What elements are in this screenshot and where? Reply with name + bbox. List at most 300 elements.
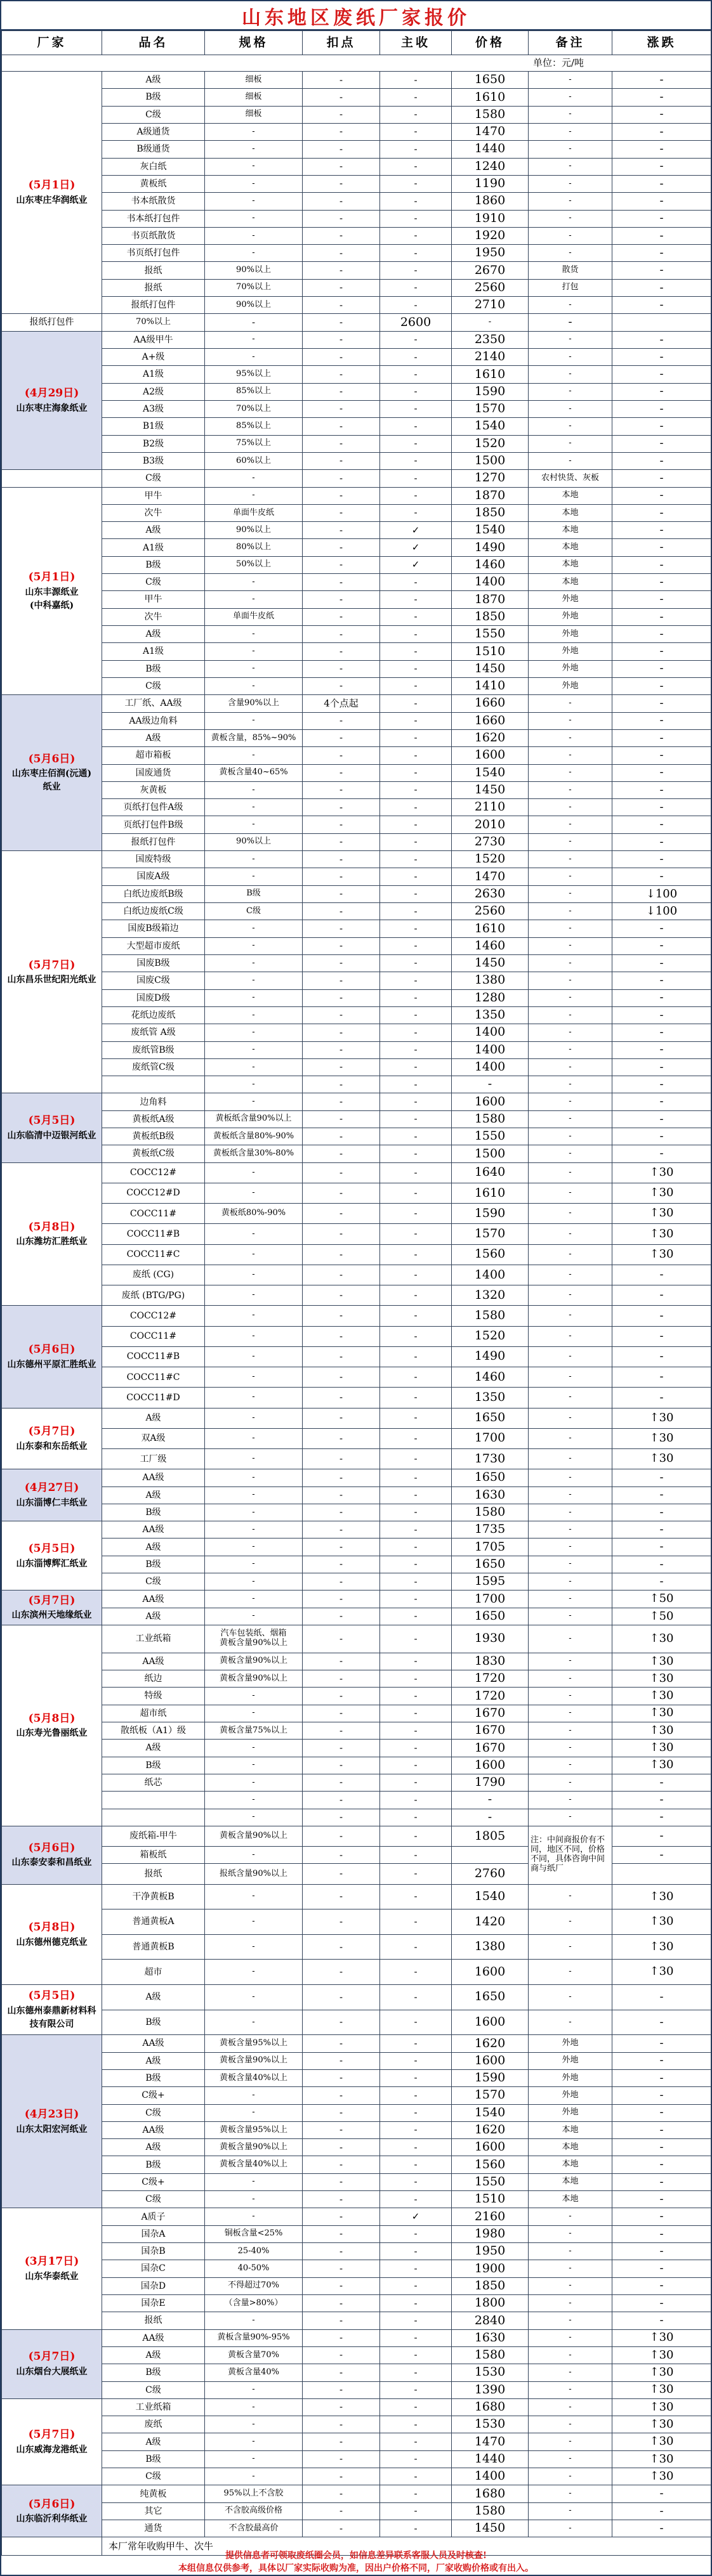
table-row [2, 1909, 711, 1935]
change-cell: - [612, 297, 711, 314]
spec-cell: （含量>80%） [205, 2294, 303, 2312]
deduct-cell: - [303, 1884, 380, 1909]
company-name: 山东临沂利华纸业 [16, 2514, 88, 2525]
spec-cell: 90%以上 [205, 297, 303, 314]
deduct-cell: - [303, 1093, 380, 1110]
table-row [2, 1224, 711, 1244]
product-cell: 废纸箱-甲牛 [102, 1826, 205, 1846]
change-cell: - [612, 1521, 711, 1538]
spec-cell: - [205, 1408, 303, 1428]
change-cell: - [612, 2173, 711, 2190]
change-cell: ↑30 [612, 1653, 711, 1670]
note-cell: - [529, 1556, 612, 1573]
change-cell: - [612, 452, 711, 469]
deduct-cell: - [303, 799, 380, 816]
main-cell: - [380, 2087, 452, 2104]
note-cell: - [529, 1408, 612, 1428]
table-row [2, 2450, 711, 2468]
note-cell: - [529, 2485, 612, 2502]
main-cell: ✓ [380, 556, 452, 573]
company-cell [2, 1826, 102, 1884]
main-cell: - [380, 349, 452, 366]
price-cell: 1350 [452, 1388, 529, 1408]
main-cell: - [380, 937, 452, 954]
change-cell: - [612, 2087, 711, 2104]
table-row [2, 106, 711, 123]
spec-cell: - [205, 1573, 303, 1590]
note-cell: 本地 [529, 2121, 612, 2138]
product-cell: B级 [102, 660, 205, 677]
change-cell: - [612, 1006, 711, 1024]
price-cell: 2010 [452, 816, 529, 833]
main-cell: - [380, 1826, 452, 1846]
deduct-cell: - [303, 2294, 380, 2312]
change-cell: ↑30 [612, 2381, 711, 2398]
spec-cell: 黄板含量95%以上 [205, 2121, 303, 2138]
price-cell: 1520 [452, 1326, 529, 1346]
change-cell: ↓100 [612, 885, 711, 902]
change-cell: - [612, 487, 711, 504]
product-cell: 书本纸散货 [102, 193, 205, 210]
spec-cell: - [205, 643, 303, 660]
price-cell: 1460 [452, 937, 529, 954]
deduct-cell: - [303, 1757, 380, 1774]
change-cell: - [612, 2208, 711, 2225]
company-cell [2, 1985, 102, 2035]
note-cell: - [529, 1740, 612, 1757]
note-cell: - [529, 1265, 612, 1285]
note-cell: - [529, 435, 612, 452]
table-row [2, 1265, 711, 1285]
company-date: (5月6日) [28, 1343, 76, 1356]
change-cell: - [612, 175, 711, 192]
main-cell: - [380, 1448, 452, 1469]
company-date: (4月23日) [24, 2108, 79, 2121]
change-cell: - [612, 1388, 711, 1408]
price-cell: 1570 [452, 1224, 529, 1244]
note-cell: - [529, 1093, 612, 1110]
price-cell: 1530 [452, 2416, 529, 2433]
deduct-cell: - [303, 2121, 380, 2138]
main-cell: - [380, 1705, 452, 1722]
note-cell: - [529, 452, 612, 469]
header-price: 价格 [452, 31, 529, 55]
table-row [2, 1740, 711, 1757]
table-row [2, 1934, 711, 1960]
deduct-cell: - [303, 2381, 380, 2398]
note-cell: 本地 [529, 2173, 612, 2190]
price-cell: 1450 [452, 660, 529, 677]
company-date: (5月6日) [28, 2497, 76, 2511]
table-row [2, 816, 711, 833]
spec-cell: - [205, 2173, 303, 2190]
price-cell: 1610 [452, 1183, 529, 1203]
product-cell: A级通货 [102, 123, 205, 140]
change-cell: - [612, 1041, 711, 1058]
deduct-cell: - [303, 954, 380, 972]
deduct-cell: - [303, 383, 380, 400]
main-cell: - [380, 1722, 452, 1739]
price-cell: 1630 [452, 1486, 529, 1504]
deduct-cell: - [303, 504, 380, 521]
company-name: 纸业 [43, 782, 61, 793]
product-cell: C级 [102, 574, 205, 591]
main-cell: - [380, 1469, 452, 1486]
table-row [2, 1110, 711, 1128]
spec-cell: - [205, 1740, 303, 1757]
main-cell: - [380, 106, 452, 123]
change-cell: - [612, 2485, 711, 2502]
company-name: 山东德州平原汇胜纸业 [7, 1359, 96, 1370]
change-cell: - [612, 1110, 711, 1128]
main-cell: - [380, 972, 452, 989]
product-cell: 纸芯 [102, 1774, 205, 1791]
deduct-cell: - [303, 1960, 380, 1985]
spec-cell: - [205, 816, 303, 833]
table-row [2, 972, 711, 989]
product-cell: 书页纸散货 [102, 227, 205, 244]
table-row [2, 1145, 711, 1162]
deduct-cell: - [303, 1590, 380, 1608]
spec-cell: 黄板纸含量80%-90% [205, 1128, 303, 1145]
table-row [2, 89, 711, 106]
spec-cell: 40-50% [205, 2260, 303, 2277]
spec-cell: 黄板含量75%以上 [205, 1722, 303, 1739]
spec-cell: - [205, 972, 303, 989]
note-cell: - [529, 1486, 612, 1504]
company-cell [2, 1884, 102, 1984]
note-cell: 本地 [529, 2191, 612, 2208]
deduct-cell: - [303, 1408, 380, 1428]
price-cell: 1720 [452, 1670, 529, 1688]
deduct-cell: - [303, 435, 380, 452]
deduct-cell: - [303, 1306, 380, 1326]
spec-cell: 75%以上 [205, 435, 303, 452]
table-row [2, 1041, 711, 1058]
price-cell: 1570 [452, 2087, 529, 2104]
note-cell: - [529, 1960, 612, 1985]
main-cell: - [380, 1326, 452, 1346]
note-cell: - [529, 1504, 612, 1521]
main-cell: - [380, 2260, 452, 2277]
table-row [2, 1076, 711, 1093]
deduct-cell: - [303, 1183, 380, 1203]
price-cell: 1470 [452, 123, 529, 140]
product-cell: COCC12#D [102, 1183, 205, 1203]
note-cell: - [529, 2225, 612, 2242]
change-cell: - [612, 574, 711, 591]
deduct-cell: - [303, 608, 380, 625]
price-cell: 1560 [452, 1244, 529, 1265]
deduct-cell: - [303, 331, 380, 348]
note-cell: - [529, 1774, 612, 1791]
price-cell: 1510 [452, 2191, 529, 2208]
spec-cell: - [205, 2104, 303, 2121]
table-row [2, 574, 711, 591]
table-row [2, 2052, 711, 2069]
table-row [2, 2225, 711, 2242]
change-cell: - [612, 660, 711, 677]
company-cell [2, 1408, 102, 1469]
price-cell: 2600 [380, 314, 452, 331]
main-cell: - [380, 175, 452, 192]
table-row [2, 1985, 711, 2010]
note-cell: 本地 [529, 574, 612, 591]
spec-cell: 黄板含量90%以上 [205, 2139, 303, 2156]
table-row [2, 1408, 711, 1428]
company-name: 山东枣庄佰润(沅通) [11, 769, 92, 779]
change-cell: - [612, 1306, 711, 1326]
spec-cell: - [205, 747, 303, 764]
change-cell: - [612, 764, 711, 781]
change-cell: - [612, 677, 711, 694]
spec-cell: 90%以上 [205, 262, 303, 279]
change-cell: - [612, 504, 711, 521]
deduct-cell: - [303, 1041, 380, 1058]
note-cell: - [529, 747, 612, 764]
product-cell: C级 [102, 2104, 205, 2121]
change-cell: - [612, 1792, 711, 1809]
price-cell: 1850 [452, 504, 529, 521]
note-cell: 本地 [529, 504, 612, 521]
spec-cell: 含量90%以上 [205, 695, 303, 712]
note-cell: - [529, 2450, 612, 2468]
spec-cell: - [205, 1809, 303, 1826]
main-cell: - [380, 1244, 452, 1265]
footer-note: 本厂常年收购甲牛、次牛 [102, 2537, 711, 2556]
note-cell: - [529, 1757, 612, 1774]
main-cell: - [380, 1285, 452, 1306]
main-cell: - [380, 729, 452, 746]
price-cell: 2560 [452, 903, 529, 920]
change-cell: ↑30 [612, 1162, 711, 1183]
product-cell: C级 [102, 2381, 205, 2398]
unit-label: 单位：元/吨 [2, 55, 711, 72]
product-cell: COCC12# [102, 1162, 205, 1183]
change-cell: - [612, 89, 711, 106]
spec-cell: - [205, 1388, 303, 1408]
note-cell: - [529, 1306, 612, 1326]
company-cell [2, 2035, 102, 2208]
table-row [2, 1093, 711, 1110]
main-cell: - [380, 643, 452, 660]
table-row [2, 1688, 711, 1705]
deduct-cell: - [303, 764, 380, 781]
table-row [2, 349, 711, 366]
company-date: (5月8日) [28, 1220, 76, 1233]
spec-cell: - [205, 1285, 303, 1306]
main-cell: - [380, 2173, 452, 2190]
deduct-cell: - [303, 1224, 380, 1244]
deduct-cell: - [303, 1774, 380, 1791]
note-cell: - [529, 1428, 612, 1448]
change-cell: - [612, 643, 711, 660]
spec-cell: - [205, 331, 303, 348]
note-cell: - [529, 937, 612, 954]
note-cell: - [529, 245, 612, 262]
table-row [2, 1608, 711, 1625]
product-cell: A1级 [102, 643, 205, 660]
change-cell: - [612, 539, 711, 556]
change-cell: - [612, 1538, 711, 1556]
note-cell: - [529, 1346, 612, 1367]
note-cell: - [529, 400, 612, 417]
deduct-cell: - [303, 2052, 380, 2069]
table-row [2, 210, 711, 227]
deduct-cell: - [303, 1556, 380, 1573]
product-cell: 灰黄板 [102, 781, 205, 798]
change-cell: - [612, 1093, 711, 1110]
deduct-cell: - [303, 591, 380, 608]
product-cell: A级 [102, 1740, 205, 1757]
header-company: 厂家 [2, 31, 102, 55]
price-cell: 1595 [452, 1573, 529, 1590]
deduct-cell: - [303, 1428, 380, 1448]
product-cell: 黄板纸B级 [102, 1128, 205, 1145]
table-row [2, 851, 711, 868]
price-cell: 1620 [452, 2035, 529, 2052]
table-row [2, 1128, 711, 1145]
price-cell: 1730 [452, 1448, 529, 1469]
main-cell: - [380, 1653, 452, 1670]
product-cell: A级 [102, 626, 205, 643]
note-cell: - [529, 1110, 612, 1128]
product-cell: 国废B级 [102, 954, 205, 972]
note-cell: 本地 [529, 556, 612, 573]
spec-cell: - [205, 1909, 303, 1935]
deduct-cell: - [303, 297, 380, 314]
change-cell: - [612, 1285, 711, 1306]
product-cell: 国杂E [102, 2294, 205, 2312]
change-cell: - [612, 2069, 711, 2086]
deduct-cell: - [303, 1653, 380, 1670]
spec-cell: 70%以上 [205, 279, 303, 296]
change-cell: - [612, 210, 711, 227]
note-cell: - [529, 2010, 612, 2035]
table-row [2, 1774, 711, 1791]
spec-cell: - [205, 1521, 303, 1538]
table-row [2, 1705, 711, 1722]
spec-cell: 细板 [205, 106, 303, 123]
company-name: 山东德州泰鼎新材料科技有限公司 [7, 2005, 96, 2029]
price-cell: 2710 [452, 297, 529, 314]
change-cell: - [612, 747, 711, 764]
spec-cell: - [205, 2450, 303, 2468]
change-cell: - [612, 227, 711, 244]
spec-cell: 黄板纸80%-90% [205, 1204, 303, 1224]
spec-cell: 90%以上 [205, 522, 303, 539]
product-cell: COCC11#B [102, 1346, 205, 1367]
change-cell: - [612, 2277, 711, 2294]
price-cell: 1580 [452, 1110, 529, 1128]
spec-cell: - [205, 1058, 303, 1076]
product-cell: 报纸 [102, 262, 205, 279]
header-deduct: 扣点 [303, 31, 380, 55]
table-row [2, 227, 711, 244]
change-cell: - [612, 851, 711, 868]
table-row [2, 937, 711, 954]
table-row [2, 1670, 711, 1688]
company-date: (3月17日) [24, 2255, 79, 2268]
spec-cell: - [205, 1884, 303, 1909]
deduct-cell: - [303, 937, 380, 954]
product-cell: 普通黄板B [102, 1934, 205, 1960]
price-cell: 1540 [452, 1884, 529, 1909]
note-cell: - [529, 2312, 612, 2329]
spec-cell: - [205, 2010, 303, 2035]
product-cell [102, 1809, 205, 1826]
product-cell: 黄板纸C级 [102, 1145, 205, 1162]
main-cell: - [380, 1367, 452, 1388]
deduct-cell: - [303, 2225, 380, 2242]
company-name: 山东淄博辉汇纸业 [16, 1558, 88, 1569]
product-cell: COCC11#B [102, 1224, 205, 1244]
deduct-cell: - [303, 1076, 380, 1093]
company-cell [2, 1625, 102, 1826]
spec-cell: - [205, 2468, 303, 2485]
price-cell: 1540 [452, 764, 529, 781]
product-cell: 报纸 [102, 2312, 205, 2329]
deduct-cell: - [303, 2260, 380, 2277]
note-cell: 外地 [529, 2052, 612, 2069]
change-cell: - [612, 608, 711, 625]
note-cell: 打包 [529, 279, 612, 296]
company-cell [2, 1590, 102, 1625]
price-cell: 1950 [452, 2243, 529, 2260]
product-cell: A级 [102, 2346, 205, 2364]
spec-cell: - [205, 1469, 303, 1486]
deduct-cell: - [303, 1909, 380, 1935]
change-cell: ↑30 [612, 2398, 711, 2416]
disclaimer-line-2: 本组信息仅供参考，具体以厂家实际收购为准，因出户价格不同，厂家收购价格或有出入。 [178, 2563, 534, 2573]
main-cell: - [380, 1058, 452, 1076]
spec-cell: - [205, 193, 303, 210]
change-cell: - [612, 712, 711, 729]
change-cell: - [612, 954, 711, 972]
product-cell: A级 [102, 1985, 205, 2010]
deduct-cell: - [303, 1486, 380, 1504]
deduct-cell: - [303, 1469, 380, 1486]
deduct-cell: - [303, 643, 380, 660]
note-cell: 外地 [529, 626, 612, 643]
deduct-cell: - [303, 920, 380, 937]
table-row [2, 383, 711, 400]
product-cell: 报纸 [102, 279, 205, 296]
company-name: 山东华泰纸业 [25, 2271, 79, 2282]
spec-cell: 95%以上不含胶 [205, 2485, 303, 2502]
note-cell: 外地 [529, 2087, 612, 2104]
main-cell: - [380, 158, 452, 175]
product-cell: 甲牛 [102, 487, 205, 504]
price-cell: 1450 [452, 2520, 529, 2537]
deduct-cell: - [303, 2035, 380, 2052]
deduct-cell: - [303, 1521, 380, 1538]
spec-cell: - [205, 1590, 303, 1608]
table-row [2, 279, 711, 296]
note-cell: 外地 [529, 677, 612, 694]
table-row [2, 1058, 711, 1076]
main-cell: - [380, 2450, 452, 2468]
deduct-cell: - [303, 158, 380, 175]
price-cell: 1600 [452, 2010, 529, 2035]
table-row [2, 487, 711, 504]
note-cell: - [529, 1145, 612, 1162]
main-cell: - [380, 1608, 452, 1625]
table-row [2, 591, 711, 608]
spec-cell: 黄板含量，85%~90% [205, 729, 303, 746]
table-row [2, 2139, 711, 2156]
spec-cell: - [205, 591, 303, 608]
